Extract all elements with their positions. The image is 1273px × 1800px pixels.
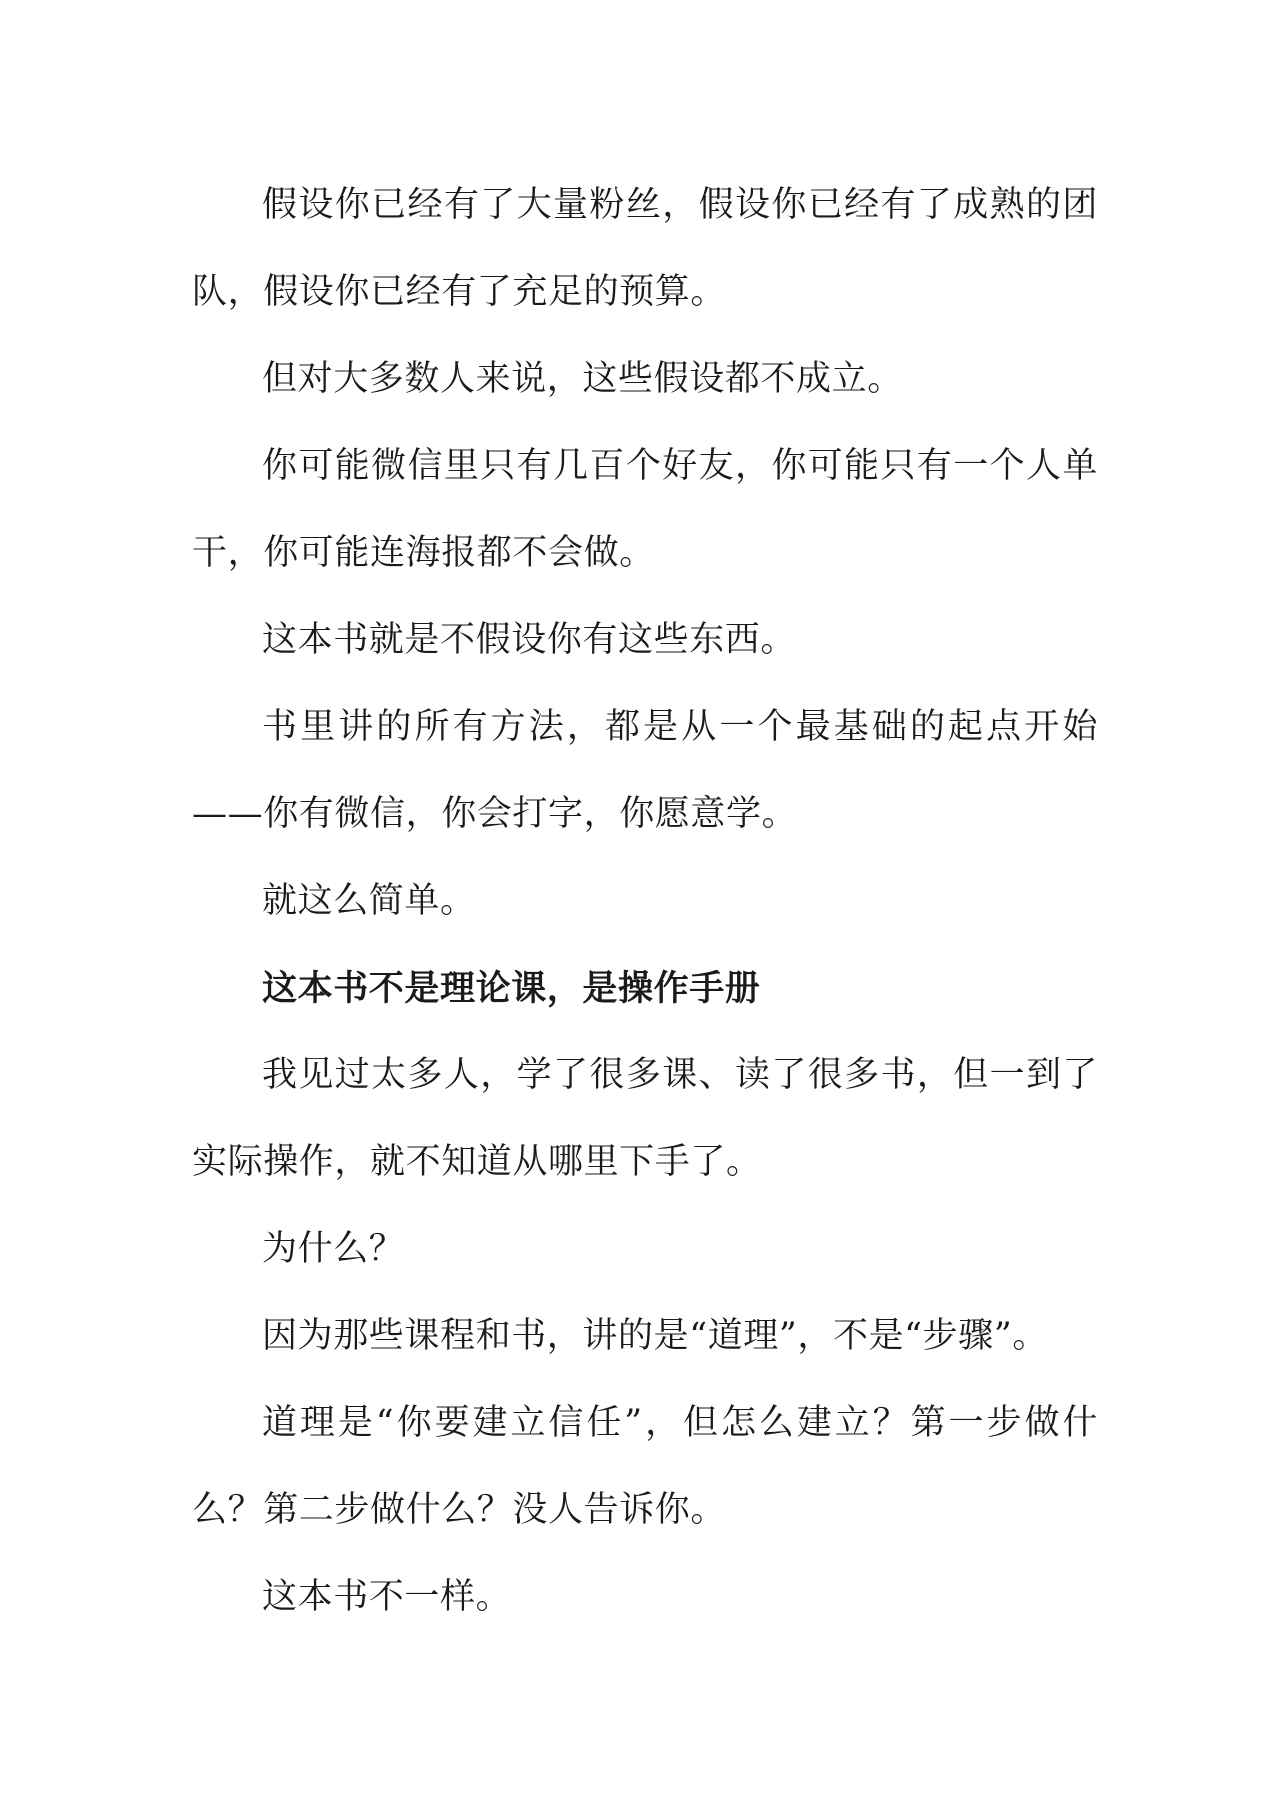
paragraph-principle: 道理是“你要建立信任”，但怎么建立？第一步做什么？第二步做什么？没人告诉你。 [192, 1403, 1098, 1530]
paragraph-methods: 书里讲的所有方法，都是从一个最基础的起点开始——你有微信，你会打字，你愿意学。 [192, 707, 1098, 834]
paragraph-assumptions: 假设你已经有了大量粉丝，假设你已经有了成熟的团队，假设你已经有了充足的预算。 [192, 185, 1098, 312]
paragraph-because: 因为那些课程和书，讲的是“道理”，不是“步骤”。 [262, 1316, 1048, 1356]
section-heading: 这本书不是理论课，是操作手册 [262, 968, 761, 1009]
paragraph-you-may: 你可能微信里只有几百个好友，你可能只有一个人单干，你可能连海报都不会做。 [192, 446, 1098, 573]
paragraph-seen-many: 我见过太多人，学了很多课、读了很多书，但一到了实际操作，就不知道从哪里下手了。 [192, 1055, 1098, 1182]
paragraph-simple: 就这么简单。 [262, 881, 476, 921]
paragraph-different: 这本书不一样。 [262, 1577, 512, 1617]
paragraph-why: 为什么？ [262, 1229, 405, 1269]
document-body [192, 162, 1098, 1641]
paragraph-this-book: 这本书就是不假设你有这些东西。 [262, 620, 797, 660]
paragraph-not-true: 但对大多数人来说，这些假设都不成立。 [262, 359, 903, 399]
